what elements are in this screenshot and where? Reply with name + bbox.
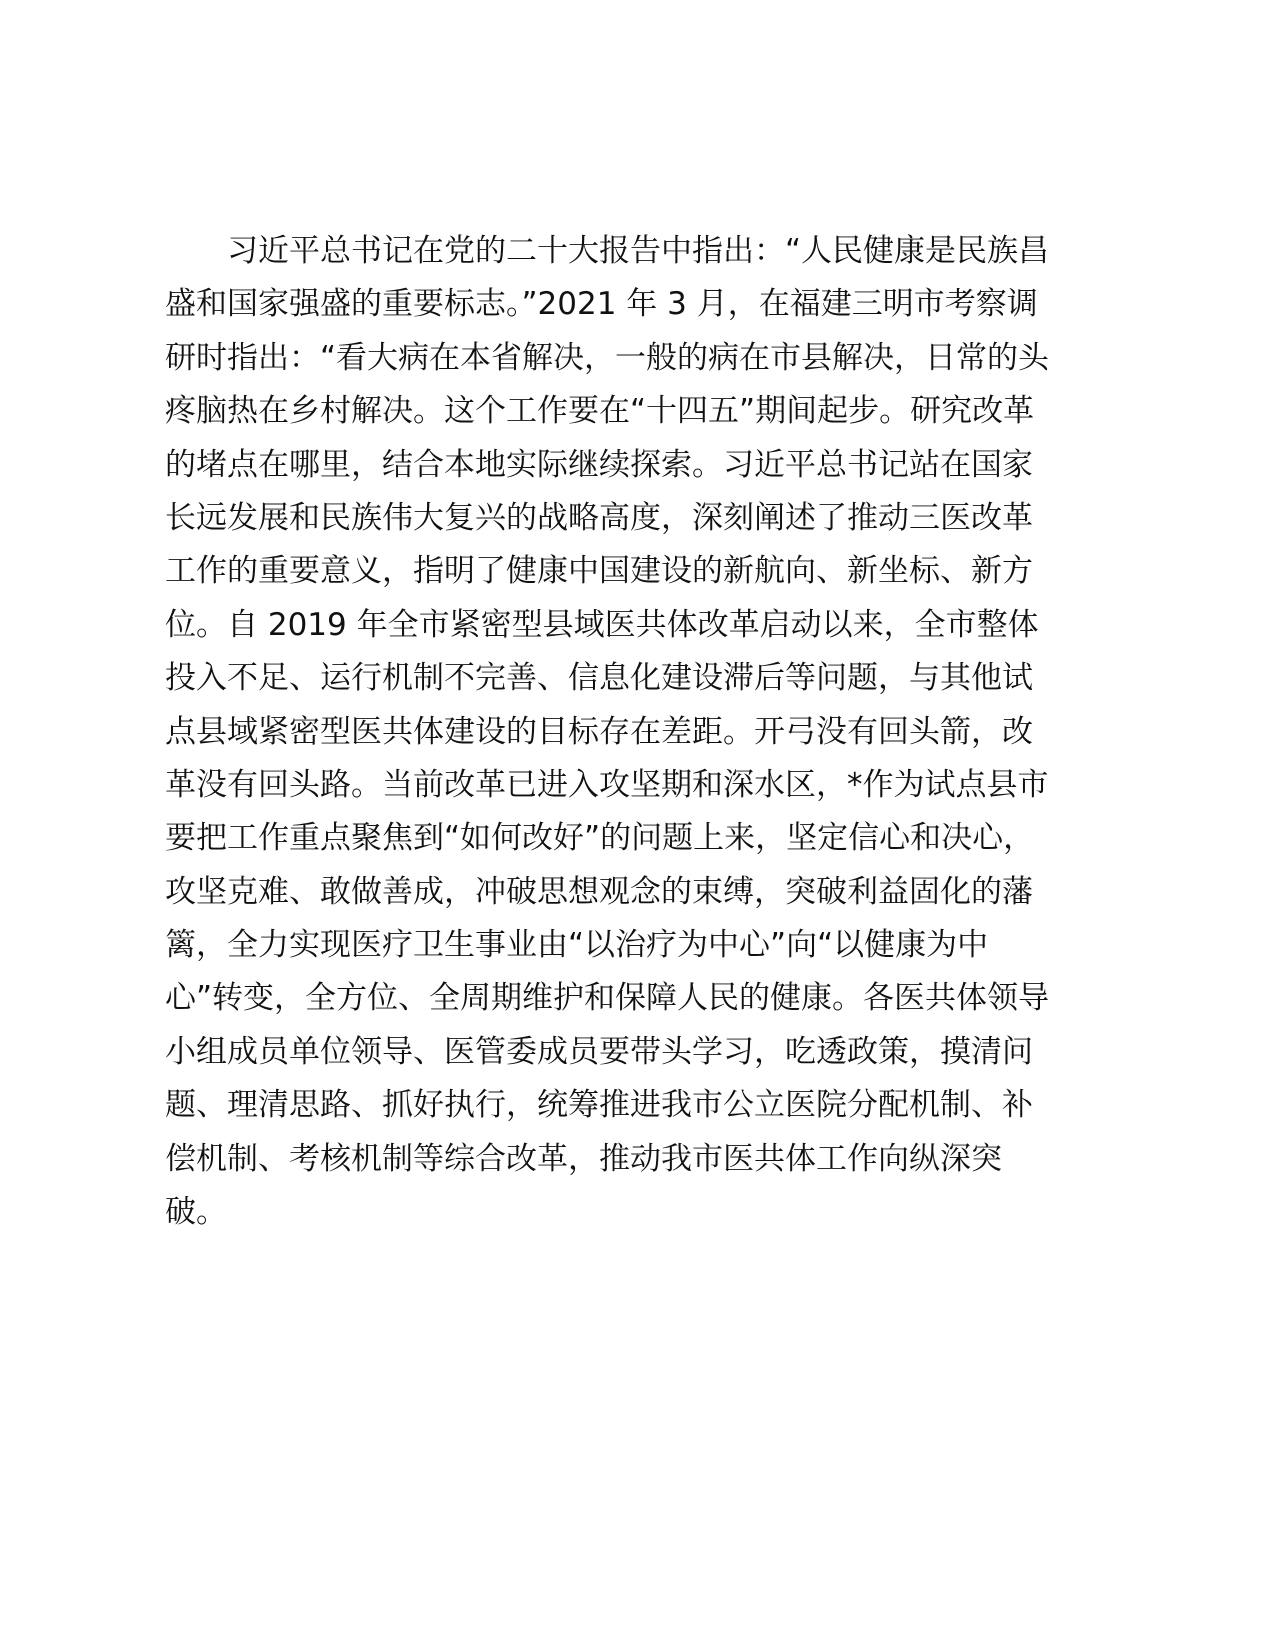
paragraph-line: 心”转变，全方位、全周期维护和保障人民的健康。各医共体领导 bbox=[165, 980, 1050, 1017]
paragraph-line: 疼脑热在乡村解决。这个工作要在“十四五”期间起步。研究改革 bbox=[165, 393, 1035, 430]
paragraph-line: 长远发展和民族伟大复兴的战略高度，深刻阐述了推动三医改革 bbox=[165, 499, 1033, 536]
paragraph-line: 工作的重要意义，指明了健康中国建设的新航向、新坐标、新方 bbox=[165, 553, 1033, 590]
paragraph-line: 革没有回头路。当前改革已进入攻坚期和深水区，*作为试点县市 bbox=[165, 766, 1049, 803]
paragraph-line: 攻坚克难、敢做善成，冲破思想观念的束缚，突破利益固化的藩 bbox=[165, 873, 1033, 910]
paragraph-line: 要把工作重点聚焦到“如何改好”的问题上来，坚定信心和决心， bbox=[165, 820, 1035, 857]
paragraph-line: 的堵点在哪里，结合本地实际继续探索。习近平总书记站在国家 bbox=[165, 446, 1033, 483]
body-paragraph bbox=[165, 225, 1125, 1239]
paragraph-line: 位。自 2019 年全市紧密型县域医共体改革启动以来，全市整体 bbox=[165, 606, 1039, 643]
paragraph-line: 习近平总书记在党的二十大报告中指出：“人民健康是民族昌 bbox=[227, 233, 1050, 269]
paragraph-line: 题、理清思路、抓好执行，统筹推进我市公立医院分配机制、补 bbox=[165, 1087, 1033, 1124]
paragraph-line: 盛和国家强盛的重要标志。”2021 年 3 月，在福建三明市考察调 bbox=[165, 286, 1038, 323]
paragraph-line: 小组成员单位领导、医管委成员要带头学习，吃透政策，摸清问 bbox=[165, 1033, 1033, 1070]
paragraph-line: 篱，全力实现医疗卫生事业由“以治疗为中心”向“以健康为中 bbox=[165, 927, 989, 964]
paragraph-line: 投入不足、运行机制不完善、信息化建设滞后等问题，与其他试 bbox=[165, 660, 1033, 697]
paragraph-line: 偿机制、考核机制等综合改革，推动我市医共体工作向纵深突 bbox=[165, 1140, 1002, 1177]
paragraph-line: 破。 bbox=[165, 1194, 227, 1231]
paragraph-line: 研时指出：“看大病在本省解决，一般的病在市县解决，日常的头 bbox=[165, 339, 1050, 376]
paragraph-line: 点县域紧密型医共体建设的目标存在差距。开弓没有回头箭，改 bbox=[165, 713, 1033, 750]
